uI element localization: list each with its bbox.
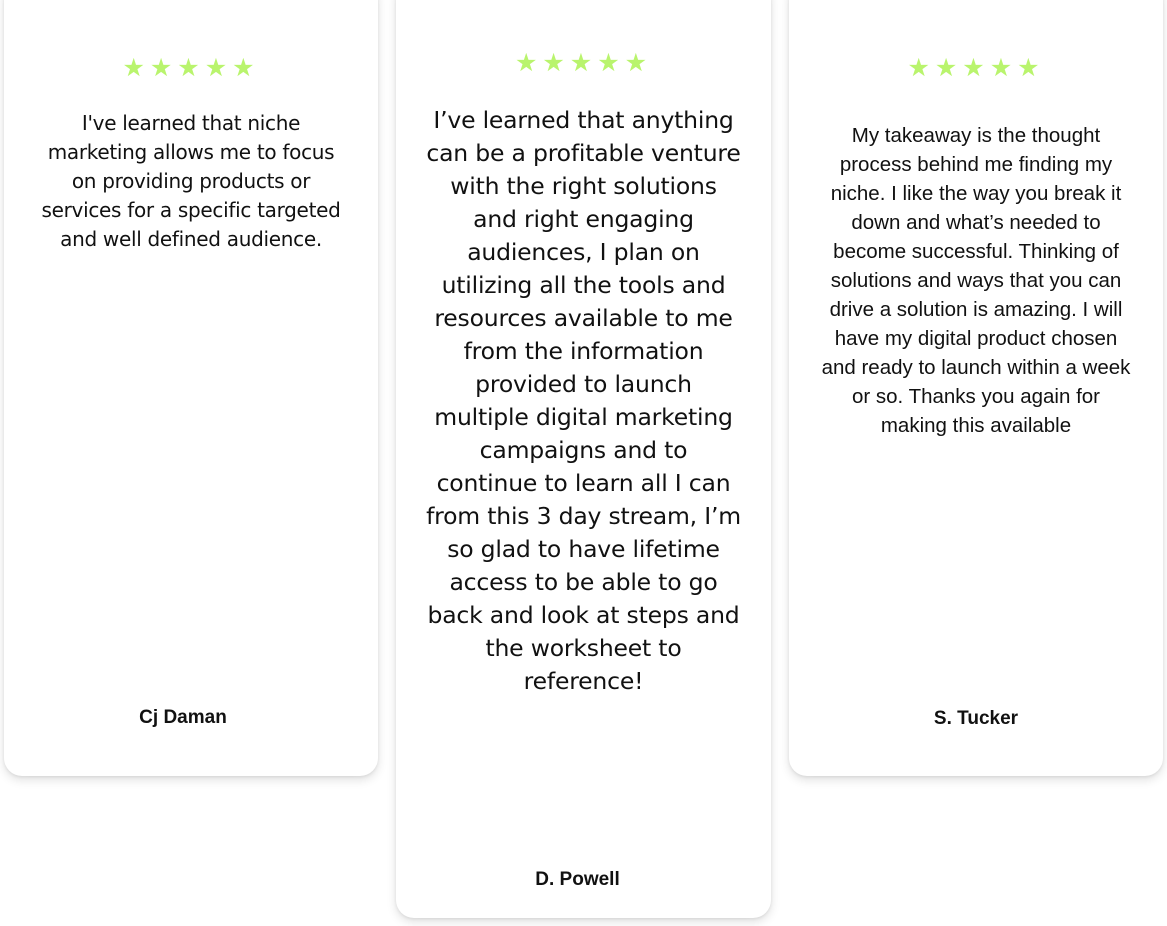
star-icon: ★ [514, 48, 543, 77]
star-icon: ★ [1017, 53, 1045, 82]
star-icon: ★ [204, 53, 233, 82]
star-icon: ★ [989, 53, 1018, 82]
testimonial-author: S. Tucker [933, 708, 1019, 729]
star-icon: ★ [232, 53, 260, 82]
testimonial-author: Cj Daman [139, 707, 227, 728]
star-icon: ★ [907, 53, 935, 82]
testimonial-quote: I've learned that niche marketing allows me to focus on providing products or services for a specific targeted and well defined audience. [41, 111, 341, 251]
star-icon: ★ [569, 48, 598, 77]
testimonial-card [4, 0, 378, 776]
star-rating [4, 55, 378, 80]
star-rating [396, 50, 771, 75]
star-icon: ★ [624, 48, 653, 77]
testimonial-quote: I’ve learned that anything can be a profitable venture with the right solutions and right engaging audiences, I plan on utilizing all the tools and resources available to me from the information provided to launch multiple digital marketing campaigns and to continue to learn all I can from this 3 day stream, I’m so glad to have lifetime access to be able to go back and look at steps and the worksheet to reference! [426, 106, 741, 695]
star-icon: ★ [149, 53, 178, 82]
star-icon: ★ [542, 48, 570, 77]
star-icon: ★ [177, 53, 205, 82]
testimonial-quote: My takeaway is the thought process behind me finding my niche. I like the way you break it down and what’s needed to become successful. Thinking of solutions and ways that you can drive a solution is amazing. I will have my digital product chosen and ready to launch within a week or so. Thanks you again for making this available [821, 124, 1131, 437]
testimonial-author: D. Powell [535, 869, 620, 890]
star-icon: ★ [122, 53, 150, 82]
star-icon: ★ [597, 48, 625, 77]
testimonial-card [789, 0, 1163, 776]
star-icon: ★ [934, 53, 963, 82]
star-icon: ★ [962, 53, 990, 82]
star-rating [789, 55, 1163, 80]
testimonial-card [396, 0, 771, 918]
